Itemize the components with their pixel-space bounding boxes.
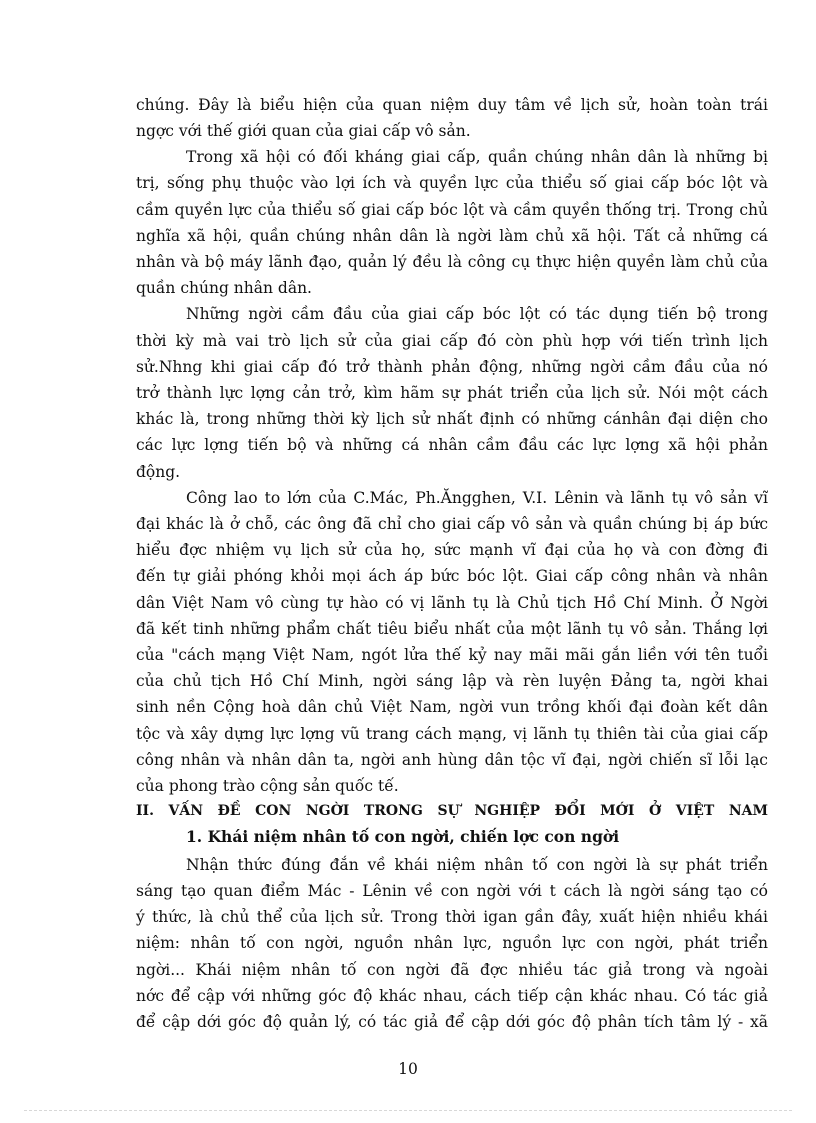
- text-line: ý thức, là chủ thể của lịch sử. Trong thời igan gần đây, xuất hiện nhiều khái: [136, 908, 768, 926]
- text-line: dân Việt Nam vô cùng tự hào có vị lãnh tụ là Chủ tịch Hồ Chí Minh. Ở Ngời: [136, 594, 768, 612]
- text-line: trở thành lực lợng cản trở, kìm hãm sự phát triển của lịch sử. Nói một cách: [136, 384, 768, 402]
- text-line: nớc để cập với những góc độ khác nhau, cách tiếp cận khác nhau. Có tác giả: [136, 987, 768, 1005]
- text-line: ngợc với thế giới quan của giai cấp vô sản.: [136, 122, 471, 140]
- text-line: đến tự giải phóng khỏi mọi ách áp bức bóc lột. Giai cấp công nhân và nhân: [136, 567, 768, 585]
- text-line: cầm quyền lực của thiểu số giai cấp bóc lột và cầm quyền thống trị. Trong chủ: [136, 201, 768, 219]
- page-number: 10: [398, 1060, 418, 1078]
- text-line: nghĩa xã hội, quần chúng nhân dân là ngời làm chủ xã hội. Tất cả những cá: [136, 227, 768, 245]
- text-line: hiểu đợc nhiệm vụ lịch sử của họ, sức mạnh vĩ đại của họ và con đờng đi: [136, 541, 768, 559]
- page-bottom-divider: [24, 1110, 792, 1111]
- text-line: đại khác là ở chỗ, các ông đã chỉ cho giai cấp vô sản và quần chúng bị áp bức: [136, 515, 768, 533]
- text-line: đã kết tinh những phẩm chất tiêu biểu nhất của một lãnh tụ vô sản. Thắng lợi: [136, 620, 768, 638]
- text-line: khác là, trong những thời kỳ lịch sử nhất định có những cánhân đại diện cho: [136, 410, 768, 428]
- text-line: để cập dới góc độ quản lý, có tác giả để cập dới góc độ phân tích tâm lý - xã: [136, 1013, 768, 1031]
- text-line: của chủ tịch Hồ Chí Minh, ngời sáng lập và rèn luyện Đảng ta, ngời khai: [136, 672, 768, 690]
- text-line: công nhân và nhân dân ta, ngời anh hùng dân tộc vĩ đại, ngời chiến sĩ lỗi lạc: [136, 751, 768, 769]
- text-line: sáng tạo quan điểm Mác - Lênin về con ngời với t cách là ngời sáng tạo có: [136, 882, 768, 900]
- text-line: các lực lợng tiến bộ và những cá nhân cầm đầu các lực lợng xã hội phản: [136, 436, 768, 454]
- text-line: Công lao to lớn của C.Mác, Ph.Ăngghen, V.I. Lênin và lãnh tụ vô sản vĩ: [186, 489, 768, 507]
- text-line: sử.Nhng khi giai cấp đó trở thành phản động, những ngời cầm đầu của nó: [136, 358, 768, 376]
- text-line: của phong trào cộng sản quốc tế.: [136, 777, 399, 795]
- text-line: Những ngời cầm đầu của giai cấp bóc lột có tác dụng tiến bộ trong: [186, 305, 768, 323]
- text-line: quần chúng nhân dân.: [136, 279, 312, 297]
- text-line: tộc và xây dựng lực lợng vũ trang cách mạng, vị lãnh tụ thiên tài của giai cấp: [136, 725, 768, 743]
- section-heading: II. VẤN ĐỀ CON NGỜI TRONG SỰ NGHIỆP ĐỔI MỚI Ở VIỆT NAM: [136, 803, 768, 819]
- text-line: sinh nền Cộng hoà dân chủ Việt Nam, ngời vun trồng khối đại đoàn kết dân: [136, 698, 768, 716]
- text-line: chúng. Đây là biểu hiện của quan niệm duy tâm về lịch sử, hoàn toàn trái: [136, 96, 768, 114]
- text-line: động.: [136, 463, 181, 481]
- text-line: nhân và bộ máy lãnh đạo, quản lý đều là công cụ thực hiện quyền làm chủ của: [136, 253, 768, 271]
- text-line: trị, sống phụ thuộc vào lợi ích và quyền lực của thiểu số giai cấp bóc lột và: [136, 174, 768, 192]
- text-line: niệm: nhân tố con ngời, nguồn nhân lực, nguồn lực con ngời, phát triển: [136, 934, 768, 952]
- subsection-heading: 1. Khái niệm nhân tố con ngời, chiến lợc con ngời: [186, 827, 620, 846]
- text-line: thời kỳ mà vai trò lịch sử của giai cấp đó còn phù hợp với tiến trình lịch: [136, 332, 768, 350]
- text-line: của "cách mạng Việt Nam, ngót lửa thế kỷ nay mãi mãi gắn liền với tên tuổi: [136, 646, 768, 664]
- text-line: Trong xã hội có đối kháng giai cấp, quần chúng nhân dân là những bị: [186, 148, 768, 166]
- text-line: Nhận thức đúng đắn về khái niệm nhân tố con ngời là sự phát triển: [186, 856, 768, 874]
- text-line: ngời... Khái niệm nhân tố con ngời đã đợc nhiều tác giả trong và ngoài: [136, 961, 768, 979]
